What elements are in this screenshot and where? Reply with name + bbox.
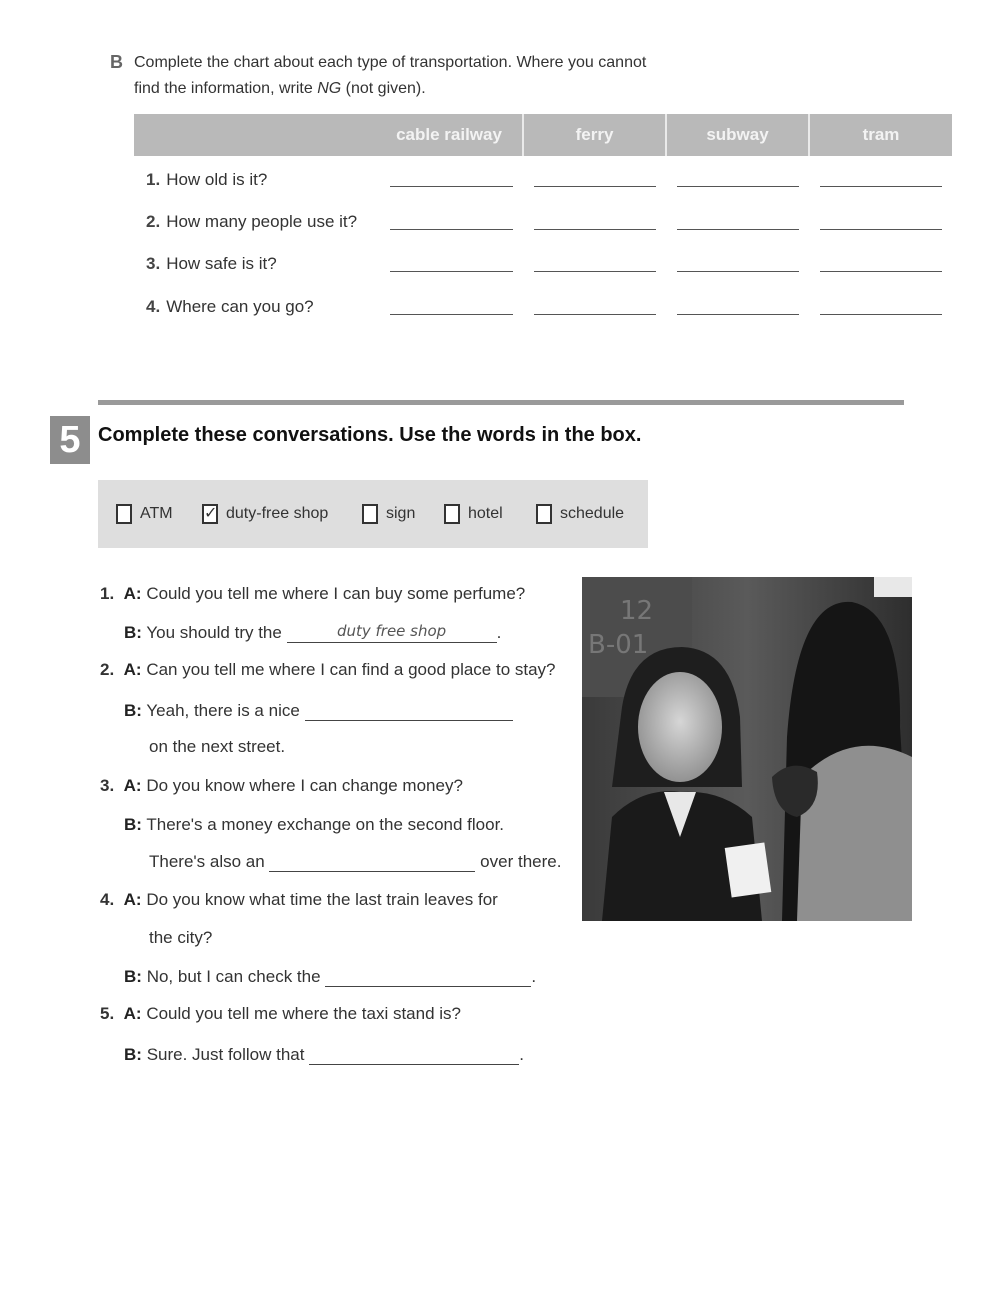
transport-chart-header: [134, 114, 952, 156]
blank-r1-c2[interactable]: [534, 186, 656, 187]
conv-1-a: 1. A: Could you tell me where I can buy some perfume?: [100, 584, 526, 603]
conv-2-b: B: Yeah, there is a nice: [124, 700, 513, 721]
answer-field-2[interactable]: [305, 700, 513, 721]
blank-r4-c4[interactable]: [820, 314, 942, 315]
word-atm[interactable]: [116, 504, 173, 524]
chart-question-3: 3. How safe is it?: [146, 254, 277, 273]
conv-3-b: B: There's a money exchange on the second floor.: [124, 815, 505, 834]
checked-checkbox-icon[interactable]: ✓: [204, 505, 218, 522]
blank-r3-c4[interactable]: [820, 271, 942, 272]
section-divider: [98, 400, 904, 405]
checkbox-icon[interactable]: [362, 504, 378, 524]
conv-1-b: B: You should try the duty free shop .: [124, 622, 502, 642]
chart-question-1: 1. How old is it?: [146, 170, 268, 189]
blank-r1-c1[interactable]: [390, 186, 513, 187]
word-duty-free-shop[interactable]: [202, 504, 328, 524]
section-5-number: 5: [50, 416, 90, 464]
chart-question-4: 4. Where can you go?: [146, 297, 314, 316]
blank-r3-c1[interactable]: [390, 271, 513, 272]
answer-field-5[interactable]: [309, 1044, 519, 1065]
word-schedule[interactable]: [536, 504, 624, 524]
paper-card: [725, 842, 772, 897]
word-hotel[interactable]: [444, 504, 503, 524]
conv-4-a-cont: the city?: [149, 928, 213, 947]
word-label: hotel: [468, 505, 503, 522]
conv-2-b-cont: on the next street.: [149, 737, 286, 756]
answer-field-4[interactable]: [325, 966, 531, 987]
conv-3-a: 3. A: Do you know where I can change money?: [100, 776, 463, 795]
word-sign[interactable]: [362, 504, 415, 524]
conv-4-b: B: No, but I can check the .: [124, 967, 537, 986]
blank-r4-c3[interactable]: [677, 314, 799, 315]
checkbox-icon[interactable]: [444, 504, 460, 524]
blank-r2-c1[interactable]: [390, 229, 513, 230]
word-box: [98, 480, 648, 548]
blank-r1-c3[interactable]: [677, 186, 799, 187]
answer-field-3[interactable]: [269, 851, 475, 872]
blank-r4-c1[interactable]: [390, 314, 513, 315]
blank-r3-c2[interactable]: [534, 271, 656, 272]
checkbox-icon[interactable]: [116, 504, 132, 524]
column-tram: tram: [808, 114, 952, 156]
chart-question-2: 2. How many people use it?: [146, 212, 358, 231]
column-cable-railway: cable railway: [396, 125, 502, 144]
sign-text-line1: 12 B-01: [588, 596, 654, 660]
conv-4-a: 4. A: Do you know what time the last train leaves for: [100, 890, 498, 909]
checkbox-icon[interactable]: [536, 504, 552, 524]
conv-3-b-cont: There's also an over there.: [149, 852, 562, 871]
photo-woman-at-counter: [582, 577, 912, 921]
conv-5-b: B: Sure. Just follow that .: [124, 1045, 524, 1064]
photo-corner: [874, 577, 912, 597]
blank-r4-c2[interactable]: [534, 314, 656, 315]
column-subway: subway: [665, 114, 808, 156]
blank-r2-c4[interactable]: [820, 229, 942, 230]
blank-r2-c3[interactable]: [677, 229, 799, 230]
section-b-instruction-line2: find the information, write NG (not given).: [134, 80, 426, 97]
answer-field-1[interactable]: duty free shop: [287, 622, 497, 643]
section-b-instruction-line1: Complete the chart about each type of transportation. Where you cannot: [134, 54, 647, 71]
conv-5-a: 5. A: Could you tell me where the taxi stand is?: [100, 1004, 461, 1023]
blank-r2-c2[interactable]: [534, 229, 656, 230]
word-label: sign: [386, 505, 416, 522]
word-label: ATM: [140, 505, 173, 522]
blank-r1-c4[interactable]: [820, 186, 942, 187]
section-5-title: Complete these conversations. Use the words in the box.: [98, 424, 642, 446]
section-b-letter: B: [110, 52, 123, 72]
column-ferry: ferry: [522, 114, 665, 156]
word-label: schedule: [560, 505, 625, 522]
woman-face: [638, 672, 722, 782]
blank-r3-c3[interactable]: [677, 271, 799, 272]
word-label: duty-free shop: [226, 505, 329, 522]
conv-2-a: 2. A: Can you tell me where I can find a good place to stay?: [100, 660, 556, 679]
